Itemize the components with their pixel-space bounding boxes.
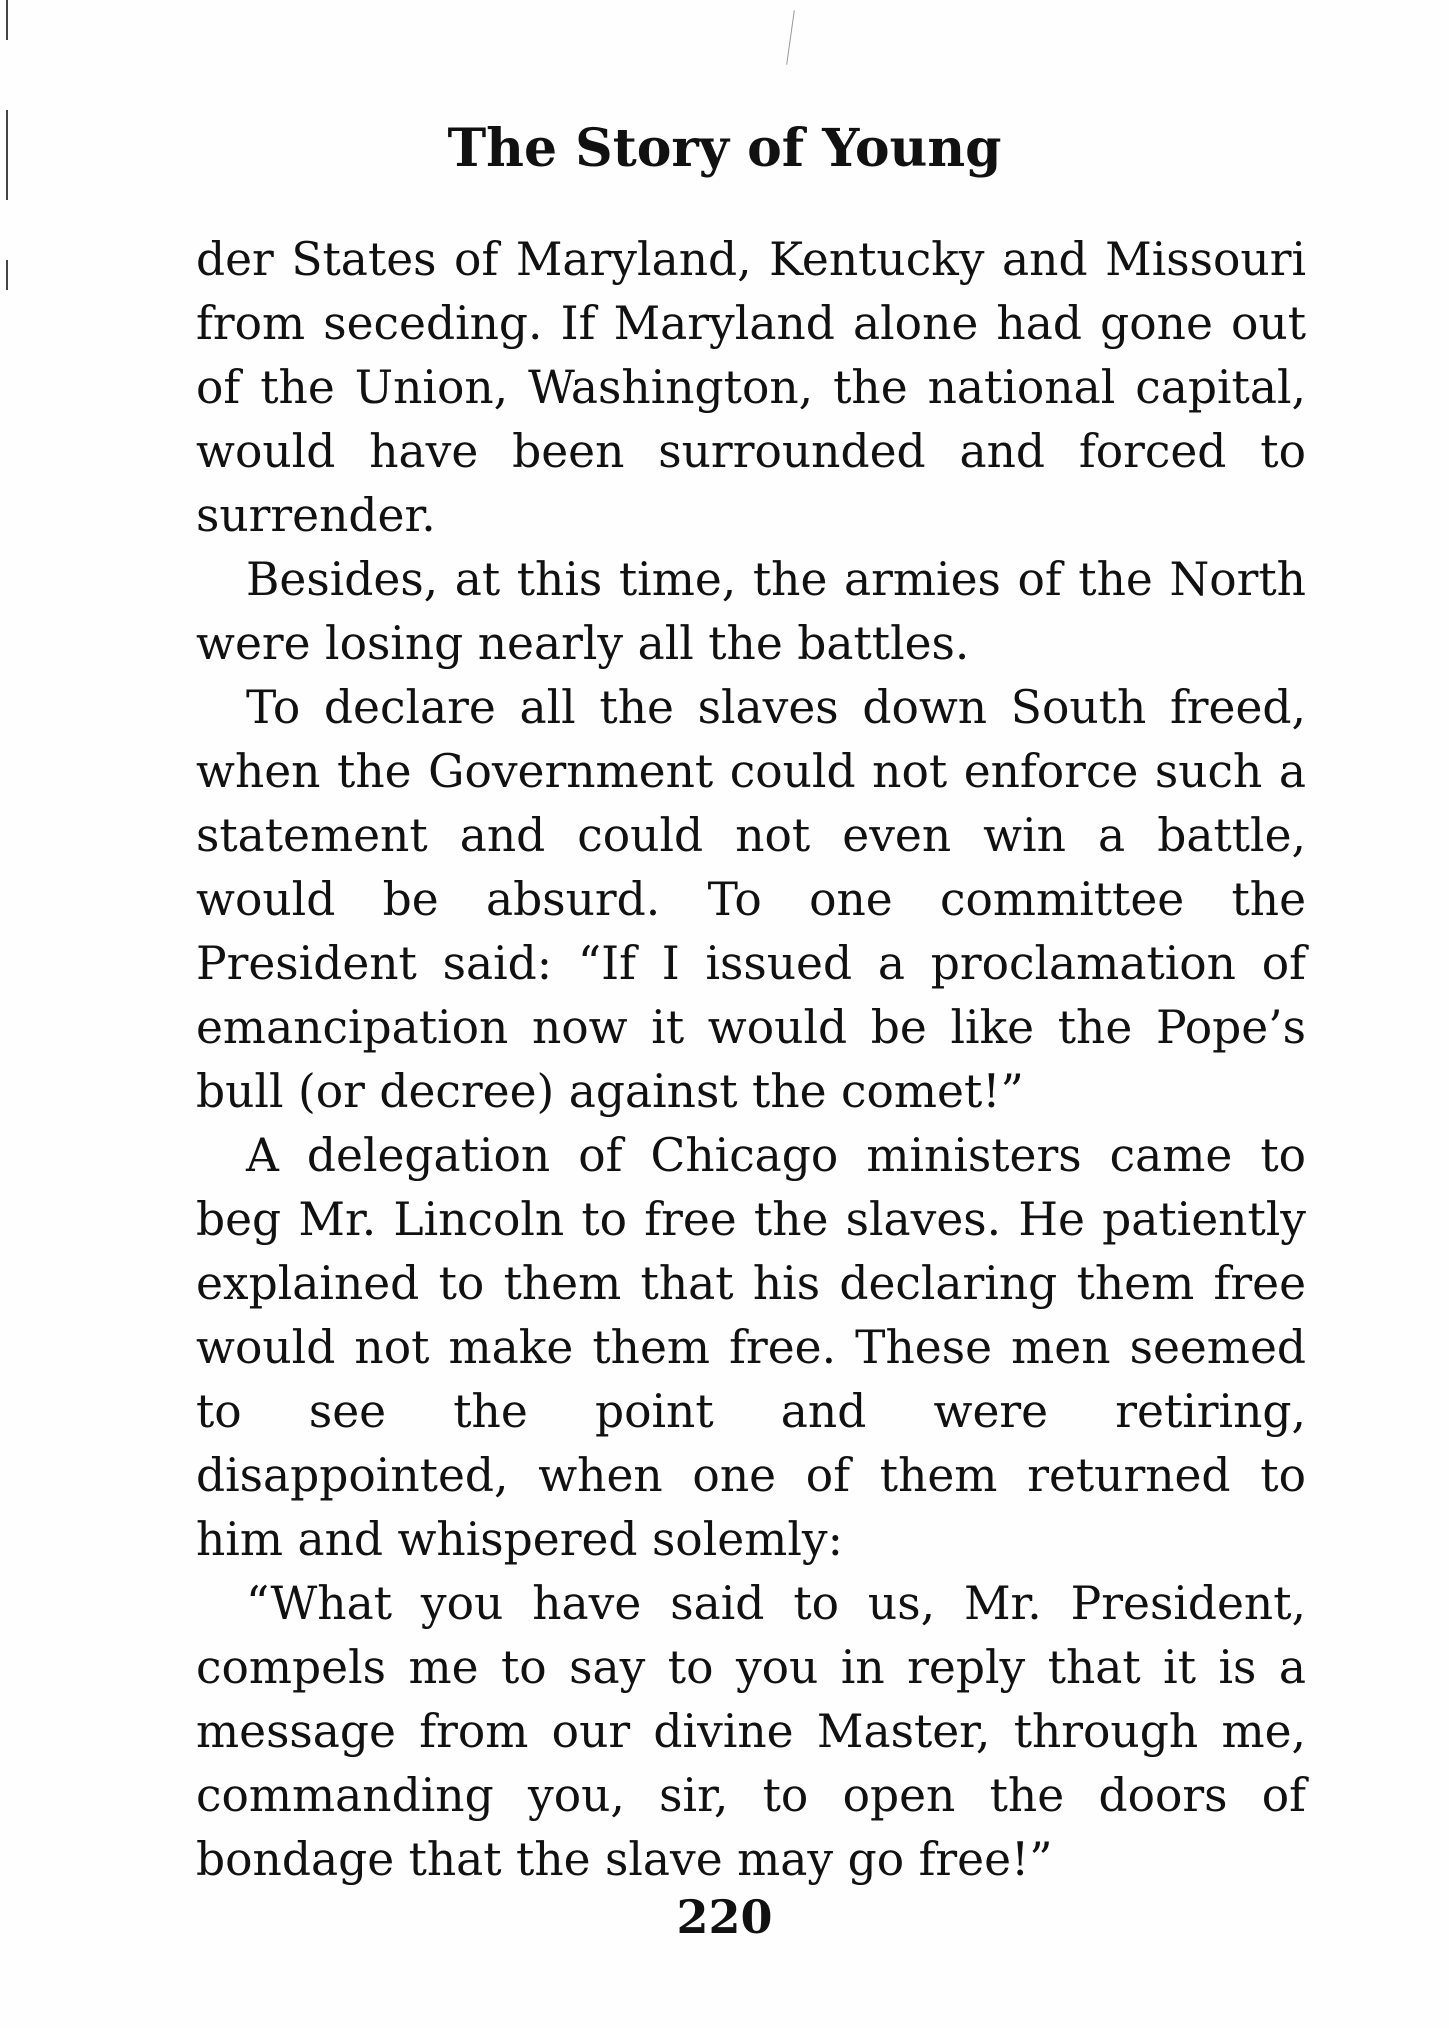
paragraph: Besides, at this time, the armies of the North were losing nearly all the battles. xyxy=(196,553,1306,670)
paragraph: A delegation of Chicago ministers came to beg Mr. Lincoln to free the slaves. He patiently explained to them that his declaring them free would not make them free. These men seemed to see the point and were retiring, disappointed, when one of them returned to him and whispered solemly: xyxy=(196,1129,1306,1566)
scan-edge-mark xyxy=(6,260,8,290)
paragraph: der States of Maryland, Kentucky and Missouri from seceding. If Maryland alone had gone out of the Union, Washington, the national capital, would have been surrounded and forced to surrender. xyxy=(196,233,1306,542)
page-number: 220 xyxy=(676,1890,773,1944)
page-body xyxy=(196,228,1306,1892)
scan-edge-mark xyxy=(6,0,8,40)
paragraph: To declare all the slaves down South freed, when the Government could not enforce such a statement and could not even win a battle, would be absurd. To one committee the President said: “If I issued a proclamation of emancipation now it would be like the Pope’s bull (or decree) against the comet!” xyxy=(196,681,1306,1118)
scan-scratch xyxy=(786,10,795,65)
running-header: The Story of Young xyxy=(447,118,1002,179)
paragraph: “What you have said to us, Mr. President, compels me to say to you in reply that it is a message from our divine Master, through me, commanding you, sir, to open the doors of bondage that the slave may go free!” xyxy=(196,1577,1306,1886)
